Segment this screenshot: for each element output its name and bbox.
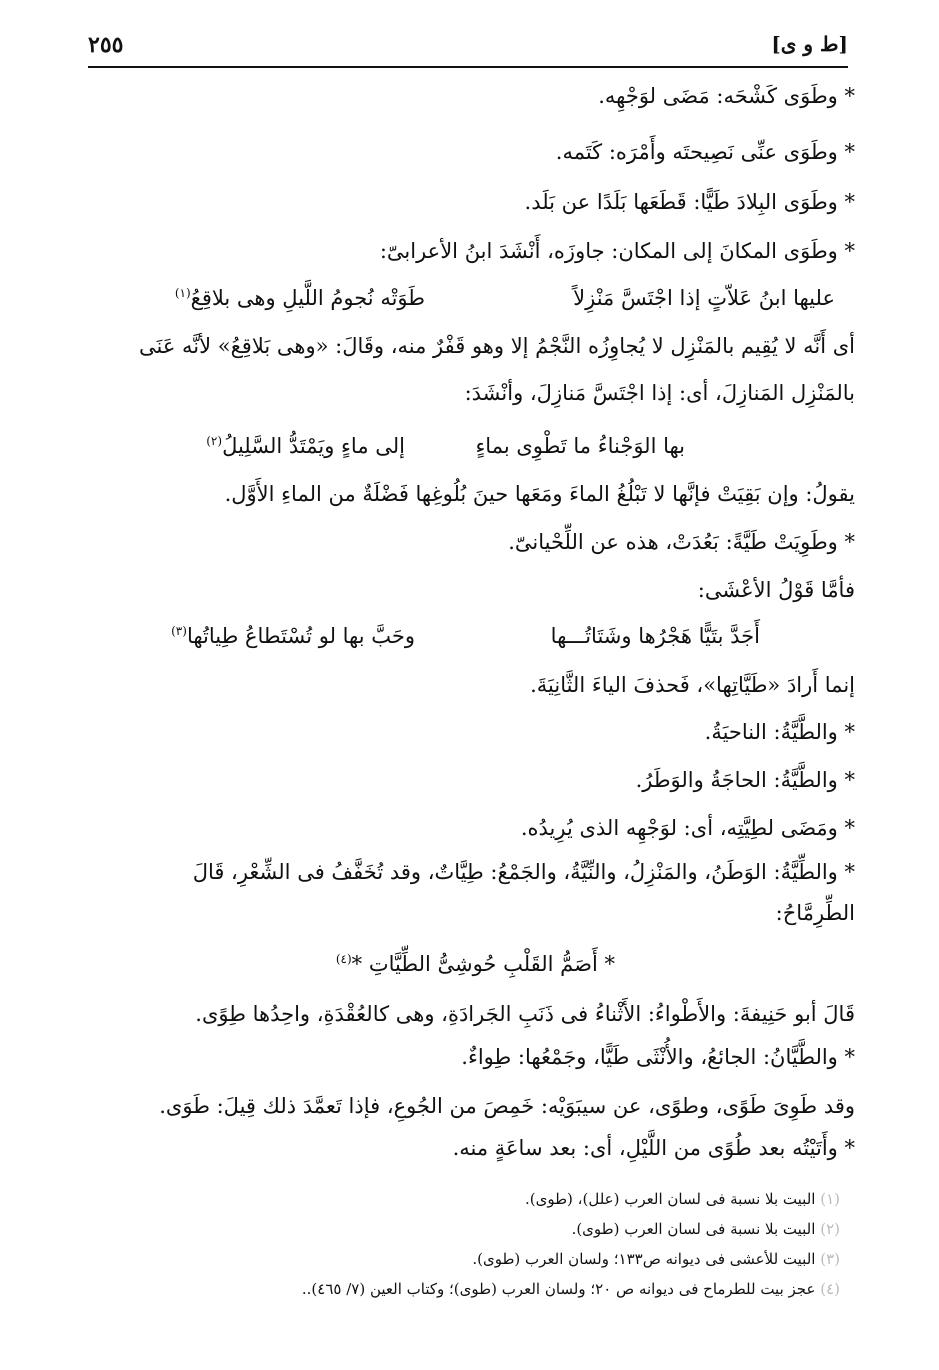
text-line: * وطَوَى المكانَ إلى المكان: جاوزَه، أَنْشَدَ ابنُ الأعرابىّ: (379, 239, 855, 263)
page-number: ٢٥٥ (88, 32, 124, 58)
footnote: (٢) البيت بلا نسبة فى لسان العرب (طوى). (571, 1220, 840, 1238)
verse-1-hemistich-1: عليها ابنُ عَلاّتٍ إذا اجْتَسَّ مَنْزِلاً (573, 286, 835, 310)
root-word-heading: [ط و ى] (771, 32, 848, 56)
text-line: * وطَوِيَتْ طَيَّةً: بَعُدَتْ، هذه عن اللِّحْيانىّ. (508, 530, 855, 554)
text-line: الطِّرِمَّاحُ: (775, 901, 855, 925)
text-line: * والطَّيَّةُ: الناحيَةُ. (704, 720, 855, 744)
footnote: (١) البيت بلا نسبة فى لسان العرب (علل)، (طوى). (524, 1190, 840, 1208)
footnote-number: (١) (820, 1190, 840, 1208)
text-line: فأمَّا قَوْلُ الأعْشَى: (697, 578, 855, 602)
footnote-number: (٤) (820, 1280, 840, 1298)
footnote-number: (٢) (820, 1220, 840, 1238)
text-line: بالمَنْزِل المَنازِلَ، أى: إذا اجْتَسَّ مَنازِلَ، وأنْشَدَ: (464, 381, 855, 405)
text-line: إنما أَرادَ «طَيَّاتِها»، فَحذفَ الياءَ الثَّانِيَةَ. (530, 673, 855, 697)
verse-2-hemistich-2: إلى ماءٍ ويَمْتَدُّ السَّلِيلُ$^{(٢)}$ (206, 434, 405, 458)
text-line: يقولُ: وإن بَقِيَتْ فإنَّها لا تَبْلُغُ الماءَ ومَعَها حينَ بُلُوغِها فَضْلَةٌ من الماءِ الأَوَّل. (224, 482, 855, 506)
text-line: * ومَضَى لطِيَّتِه، أى: لوَجْهِه الذى يُرِيدُه. (520, 816, 855, 840)
text-line: * والطَّيَّةُ: الحاجَةُ والوَطَرُ. (635, 768, 855, 792)
footnote-ref: (٤) (335, 952, 352, 966)
text-line: * والطِّيَّةُ: الوَطَنُ، والمَنْزِلُ، والنِّيَّةُ، والجَمْعُ: طِيَّاتٌ، وقد تُخَفَّفُ فى الشِّعْرِ، قَالَ (192, 860, 855, 884)
text-line: أى أَنَّه لا يُقِيم بالمَنْزِل لا يُجاوِزُه النَّجْمُ إلا وهو قَفْرٌ منه، وقَالَ: «وهى بَلاقِعُ» لأنَّه عَنَى (138, 334, 855, 358)
verse-3-hemistich-1: أَجَدَّ بتَيًّا هَجْرُها وشَتَاتُـــها (550, 624, 760, 648)
footnote-ref: (٢) (206, 434, 223, 448)
verse-2-hemistich-1: بها الوَجْناءُ ما تَطْوِى بماءٍ (475, 434, 685, 458)
footnote: (٤) عجز بيت للطرماح فى ديوانه ص ٢٠؛ ولسان العرب (طوى)؛ وكتاب العين (٧/ ٤٦٥).. (301, 1280, 840, 1298)
text-line: * والطَّيَّانُ: الجائعُ، والأُنْثَى طَيًّا، وجَمْعُها: طِواءٌ. (461, 1045, 855, 1069)
text-line: * وطَوَى كَشْحَه: مَضَى لوَجْهِه. (598, 84, 855, 108)
footnote-ref: (٣) (171, 624, 187, 638)
footnote-ref: (١) (174, 286, 191, 300)
footnote-number: (٣) (820, 1250, 840, 1268)
verse-3-hemistich-2: وحَبَّ بها لو تُسْتَطاعُ طِياتُها$^{(٣)}$ (171, 624, 415, 648)
text-line: قَالَ أبو حَنِيفةَ: والأَطْواءُ: الأَثْناءُ فى ذَنَبِ الجَرادَةِ، وهى كالعُقْدَةِ، واحِدُها طِوًى. (195, 1002, 855, 1026)
verse-1-hemistich-2: طَوَتْه نُجومُ اللَّيلِ وهى بلاقِعُ$^{(١)}$ (174, 286, 425, 310)
text-line: * وطَوَى البِلادَ طَيًّا: قَطَعَها بَلَدًا عن بَلَد. (524, 190, 855, 214)
text-line: * وطَوَى عنِّى نَصِيحتَه وأَمْرَه: كَتَمه. (555, 140, 855, 164)
text-line: * وأَتَيْتُه بعد طُوًى من اللَّيْلِ، أى: بعد ساعَةٍ منه. (452, 1136, 855, 1160)
running-header (88, 32, 848, 68)
verse-4-hemistich: * أَصَمُّ القَلْبِ حُوشِىُّ الطِّيَّاتِ *$^{(٤)}$ (335, 952, 615, 976)
footnote: (٣) البيت للأعشى فى ديوانه ص١٣٣؛ ولسان العرب (طوى). (472, 1250, 840, 1268)
text-line: وقد طَوِىَ طَوًى، وطوًى، عن سيبَوَيْه: خَمِصَ من الجُوعِ، فإذا تَعمَّدَ ذلك قِيلَ: طَوَى. (159, 1094, 855, 1118)
